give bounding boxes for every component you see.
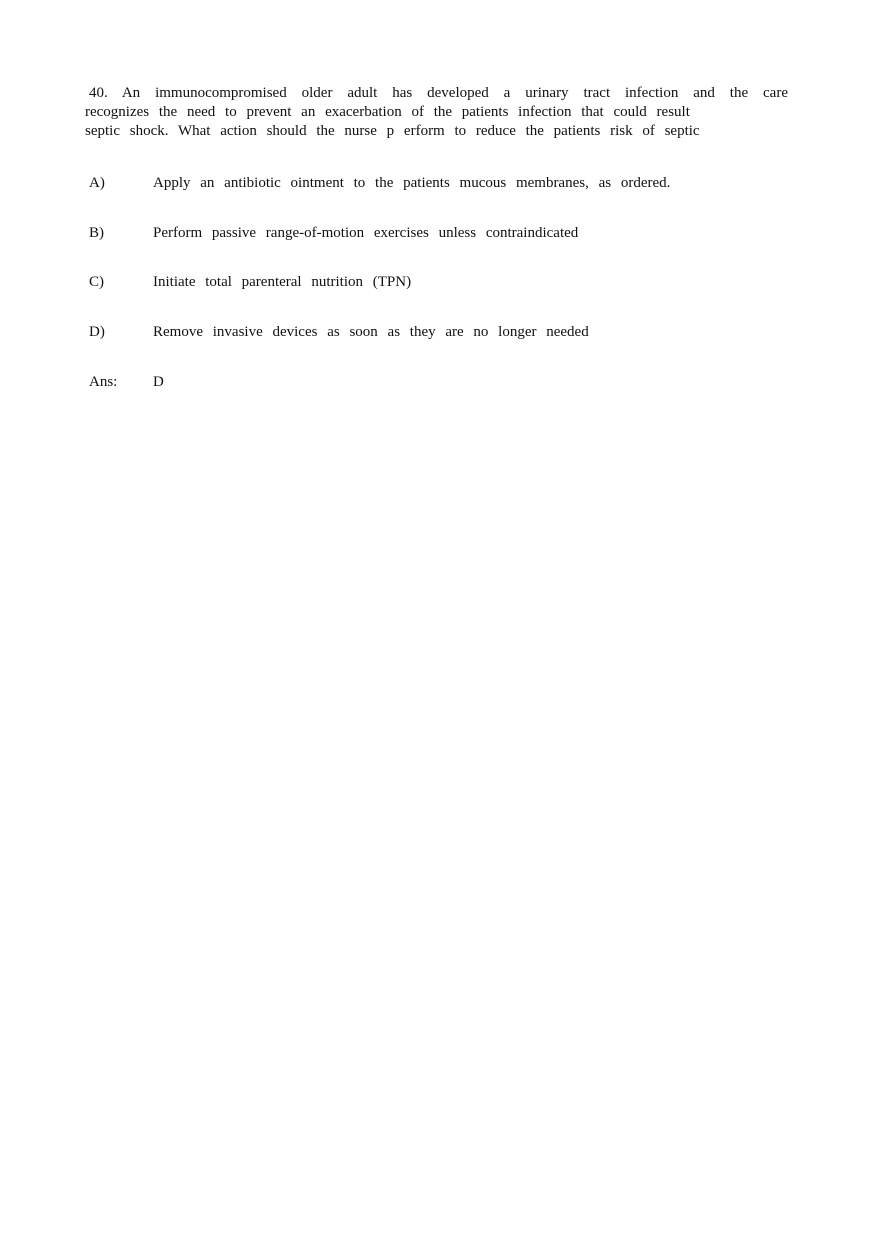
option-text: Initiate total parenteral nutrition (TPN) [153,274,412,290]
option-text: Remove invasive devices as soon as they are no longer needed [153,324,589,340]
option-text: Perform passive range-of-motion exercises unless contraindicated [153,225,579,241]
option-text: Apply an antibiotic ointment to the patients mucous membranes, as ordered. [153,175,671,191]
option-label: A) [89,175,105,191]
option-label: C) [89,274,104,290]
question-line-1: 40. An immunocompromised older adult has developed a urinary tract infection and the care [89,85,788,101]
answer-label: Ans: [89,374,118,390]
answer-value: D [153,374,164,390]
question-stem [85,84,788,141]
question-line-3: septic shock. What action should the nurse p erform to reduce the patients risk of septic [85,123,700,139]
option-label: B) [89,225,104,241]
option-label: D) [89,324,105,340]
question-line-2: recognizes the need to prevent an exacerbation of the patients infection that could result [85,104,690,120]
